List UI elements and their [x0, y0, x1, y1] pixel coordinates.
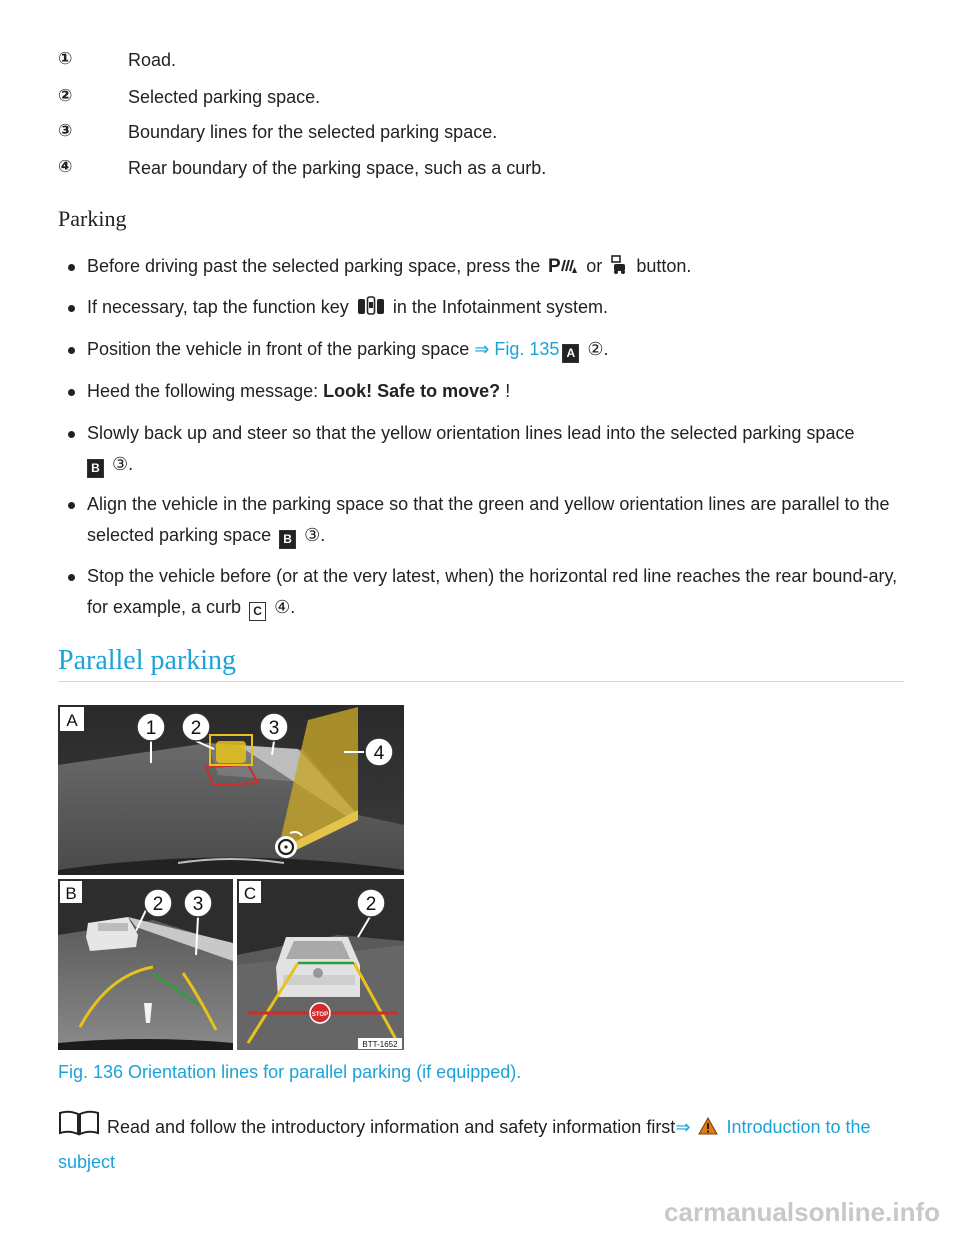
panel-c — [237, 879, 404, 1050]
bullet-dot — [68, 389, 75, 396]
legend-number: ① — [58, 49, 73, 69]
bullet-item — [68, 489, 910, 551]
intro-text: Read and follow the introductory information and safety information first — [107, 1117, 676, 1137]
punctuation: . — [320, 525, 326, 545]
callout-1: 1 — [145, 718, 157, 739]
page-heading-parallel-parking: Parallel parking — [58, 645, 237, 676]
bullet-text: Position the vehicle in front of the parking space — [87, 339, 470, 359]
bullet-text: Heed the following message: — [87, 381, 319, 401]
bullet-dot — [68, 347, 75, 354]
bullet-item — [68, 418, 910, 480]
punctuation: . — [128, 454, 134, 474]
callout-b-2: 2 — [152, 894, 164, 915]
legend-item — [58, 86, 918, 112]
park-assist-button-icon — [548, 254, 578, 285]
figure-caption: Fig. 136 Orientation lines for parallel parking (if equipped). — [58, 1062, 522, 1082]
svg-text:P: P — [548, 256, 561, 275]
section-heading-parking: Parking — [58, 206, 127, 231]
legend-text: Selected parking space. — [128, 87, 321, 107]
bullet-text: button. — [636, 256, 692, 276]
stop-sign-label: STOP — [311, 1012, 329, 1018]
bullet-text: in the Infotainment system. — [392, 297, 608, 317]
figure-illustration — [58, 705, 404, 1050]
legend-text: Boundary lines for the selected parking space. — [128, 122, 498, 142]
callout-number: ④ — [274, 597, 291, 618]
panel-label-a: A — [66, 711, 78, 730]
legend-text: Road. — [128, 50, 177, 70]
callout-4: 4 — [373, 743, 385, 764]
bullet-item — [68, 292, 910, 326]
punctuation: . — [603, 339, 609, 359]
bullet-dot — [68, 502, 75, 509]
figure-key-b: B — [279, 530, 296, 549]
figure-code: BTT-1652 — [362, 1040, 398, 1049]
figure-orientation-lines — [58, 705, 404, 1050]
punctuation: . — [290, 597, 296, 617]
callout-c-2: 2 — [365, 894, 377, 915]
heading-divider — [58, 681, 904, 682]
callout-b-3: 3 — [192, 894, 204, 915]
watermark: carmanualsonline.info — [664, 1197, 940, 1227]
book-icon — [58, 1110, 100, 1146]
callout-number: ③ — [304, 525, 321, 546]
bullet-text: ! — [505, 381, 511, 401]
legend-item — [58, 49, 918, 75]
bullet-dot — [68, 305, 75, 312]
bullet-text: Slowly back up and steer so that the yellow orientation lines lead into the selected parking space — [87, 423, 855, 443]
callout-number: ② — [587, 339, 604, 360]
bullet-text: Before driving past the selected parking space, press the — [87, 256, 541, 276]
legend-item — [58, 157, 918, 183]
legend-text: Rear boundary of the parking space, such as a curb. — [128, 158, 547, 178]
legend-number: ③ — [58, 121, 73, 141]
callout-number: ③ — [112, 454, 129, 475]
bullet-dot — [68, 264, 75, 271]
callout-2: 2 — [190, 718, 202, 739]
bullet-text: If necessary, tap the function key — [87, 297, 349, 317]
callout-3: 3 — [268, 718, 280, 739]
bullet-dot — [68, 574, 75, 581]
legend-item — [58, 121, 918, 147]
bullet-item — [68, 334, 910, 365]
bullet-item — [68, 251, 910, 285]
introduction-link[interactable]: Introduction to the subject — [58, 1117, 871, 1172]
bullet-item — [68, 376, 910, 407]
display-message: Look! Safe to move? — [323, 381, 501, 401]
legend-number: ④ — [58, 157, 73, 177]
panel-b — [58, 879, 233, 1050]
legend-number: ② — [58, 86, 73, 106]
panel-label-b: B — [65, 884, 77, 903]
parking-function-key-icon — [357, 295, 385, 326]
parking-car-button-icon — [610, 254, 628, 285]
figure-key-c: C — [249, 602, 266, 621]
intro-arrow[interactable]: ⇒ — [675, 1117, 691, 1137]
panel-label-c: C — [243, 884, 257, 903]
warning-icon — [698, 1114, 718, 1146]
bullet-text: Stop the vehicle before (or at the very latest, when) the horizontal red line reaches the rear bound-ary, for example, a curb — [87, 566, 898, 617]
bullet-text: or — [586, 256, 603, 276]
bullet-text: Align the vehicle in the parking space so that the green and yellow orientation lines are parallel to the selected parking space — [87, 494, 890, 545]
figure-key-a: A — [562, 344, 579, 363]
intro-note — [58, 1110, 908, 1178]
figure-key-b: B — [87, 459, 104, 478]
bullet-dot — [68, 431, 75, 438]
figure-link[interactable]: ⇒ Fig. 135 — [474, 339, 560, 359]
panel-a — [58, 705, 404, 875]
bullet-item — [68, 561, 910, 623]
